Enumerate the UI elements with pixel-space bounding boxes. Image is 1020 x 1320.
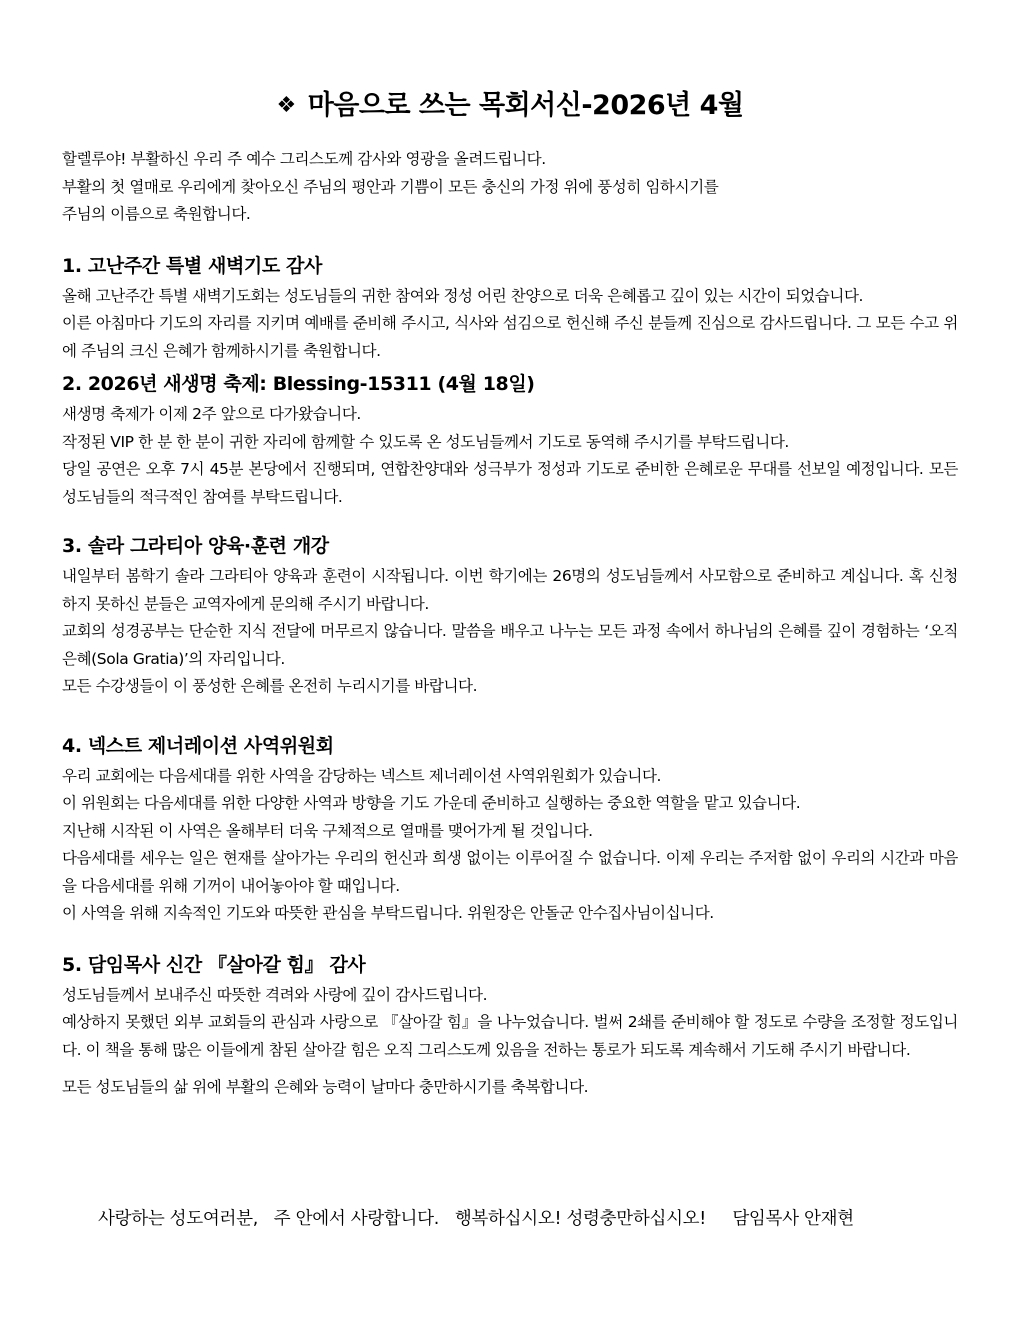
signoff-blessing: 성령충만하십시오! <box>566 1209 706 1229</box>
page-title-text: 마음으로 쓰는 목회서신-2026년 4월 <box>307 90 744 121</box>
section-paragraph: 올해 고난주간 특별 새벽기도회는 성도님들의 귀한 참여와 정성 어린 찬양으로 더욱 은혜롭고 깊이 있는 시간이 되었습니다. <box>62 286 864 305</box>
section-paragraph: 모든 수강생들이 이 풍성한 은혜를 온전히 누리시기를 바랍니다. <box>62 677 478 695</box>
signoff-love: 주 안에서 사랑합니다. <box>273 1209 440 1229</box>
section-heading: 2. 2026년 새생명 축제: Blessing-15311 (4월 18일) <box>62 373 535 395</box>
intro-line: 할렐루야! 부활하신 우리 주 예수 그리스도께 감사와 영광을 올려드립니다. <box>62 150 546 168</box>
section-sola-gratia <box>62 531 958 701</box>
signoff-blessing: 행복하십시오! <box>454 1209 562 1229</box>
signoff-line <box>98 1204 854 1234</box>
section-paragraph: 이 사역을 위해 지속적인 기도와 따뜻한 관심을 부탁드립니다. 위원장은 안돌군 안수집사님이십니다. <box>62 904 714 922</box>
section-heading: 4. 넥스트 제너레이션 사역위원회 <box>62 734 334 757</box>
section-paragraph: 새생명 축제가 이제 2주 앞으로 다가왔습니다. <box>62 405 361 423</box>
page-title <box>62 86 958 126</box>
section-paragraph: 이른 아침마다 기도의 자리를 지키며 예배를 준비해 주시고, 식사와 섬김으로 헌신해 주신 분들께 진심으로 감사드립니다. 그 모든 수고 위에 주님의 크신 은혜가 함께하시기를 축원합니다. <box>62 314 958 360</box>
section-new-life-festival <box>62 369 958 511</box>
section-paragraph: 지난해 시작된 이 사역은 올해부터 더욱 구체적으로 열매를 맺어가게 될 것입니다. <box>62 821 593 840</box>
section-paragraph: 다음세대를 세우는 일은 현재를 살아가는 우리의 헌신과 희생 없이는 이루어질 수 없습니다. 이제 우리는 주저함 없이 우리의 시간과 마음을 다음세대를 위해 기꺼이 내어놓아야 할 때입니다. <box>62 849 958 895</box>
letter-page <box>62 86 958 1102</box>
section-paragraph: 당일 공연은 오후 7시 45분 본당에서 진행되며, 연합찬양대와 성극부가 정성과 기도로 준비한 은혜로운 무대를 선보일 예정입니다. 모든 성도님들의 적극적인 참여를 부탁드립니다. <box>62 460 958 506</box>
section-paragraph: 교회의 성경공부는 단순한 지식 전달에 머무르지 않습니다. 말씀을 배우고 나누는 모든 과정 속에서 하나님의 은혜를 깊이 경험하는 ‘오직 은혜(Sola Gratia)’의 자리입니다. <box>62 622 958 668</box>
section-paragraph: 이 위원회는 다음세대를 위한 다양한 사역과 방향을 기도 가운데 준비하고 실행하는 중요한 역할을 맡고 있습니다. <box>62 794 801 812</box>
signoff-greeting: 사랑하는 성도여러분, <box>98 1209 258 1229</box>
intro-line: 부활의 첫 열매로 우리에게 찾아오신 주님의 평안과 기쁨이 모든 충신의 가정 위에 풍성히 임하시기를 <box>62 177 719 196</box>
section-paragraph: 내일부터 봄학기 솔라 그라티아 양육과 훈련이 시작됩니다. 이번 학기에는 26명의 성도님들께서 사모함으로 준비하고 계십니다. 혹 신청하지 못하신 분들은 교역자에게 문의해 주시기 바랍니다. <box>62 567 958 613</box>
section-paragraph: 예상하지 못했던 외부 교회들의 관심과 사랑으로 『살아갈 힘』을 나누었습니다. 벌써 2쇄를 준비해야 할 정도로 수량을 조정할 정도입니다. 이 책을 통해 많은 이들에게 참된 살아갈 힘은 오직 그리스도께 있음을 전하는 통로가 되도록 계속해서 기도해 주시기 바랍니다. <box>62 1013 958 1059</box>
section-heading: 1. 고난주간 특별 새벽기도 감사 <box>62 254 322 277</box>
section-heading: 3. 솔라 그라티아 양육·훈련 개강 <box>62 535 329 557</box>
section-heading: 5. 담임목사 신간 『살아갈 힘』 감사 <box>62 953 366 976</box>
intro-line: 주님의 이름으로 축원합니다. <box>62 205 251 223</box>
section-new-book <box>62 950 958 1065</box>
section-paragraph: 우리 교회에는 다음세대를 위한 사역을 감당하는 넥스트 제너레이션 사역위원회가 있습니다. <box>62 766 662 785</box>
section-prayer-thanks <box>62 251 958 366</box>
pastor-signature: 담임목사 안재현 <box>732 1209 854 1229</box>
section-next-generation <box>62 731 958 928</box>
intro-block <box>62 146 958 229</box>
section-paragraph: 작정된 VIP 한 분 한 분이 귀한 자리에 함께할 수 있도록 온 성도님들께서 기도로 동역해 주시기를 부탁드립니다. <box>62 432 789 451</box>
diamond-bullet-icon: ❖ <box>276 93 296 118</box>
section-paragraph: 성도님들께서 보내주신 따뜻한 격려와 사랑에 깊이 감사드립니다. <box>62 985 488 1004</box>
closing-blessing: 모든 성도님들의 삶 위에 부활의 은혜와 능력이 날마다 충만하시기를 축복합니다. <box>62 1078 589 1096</box>
